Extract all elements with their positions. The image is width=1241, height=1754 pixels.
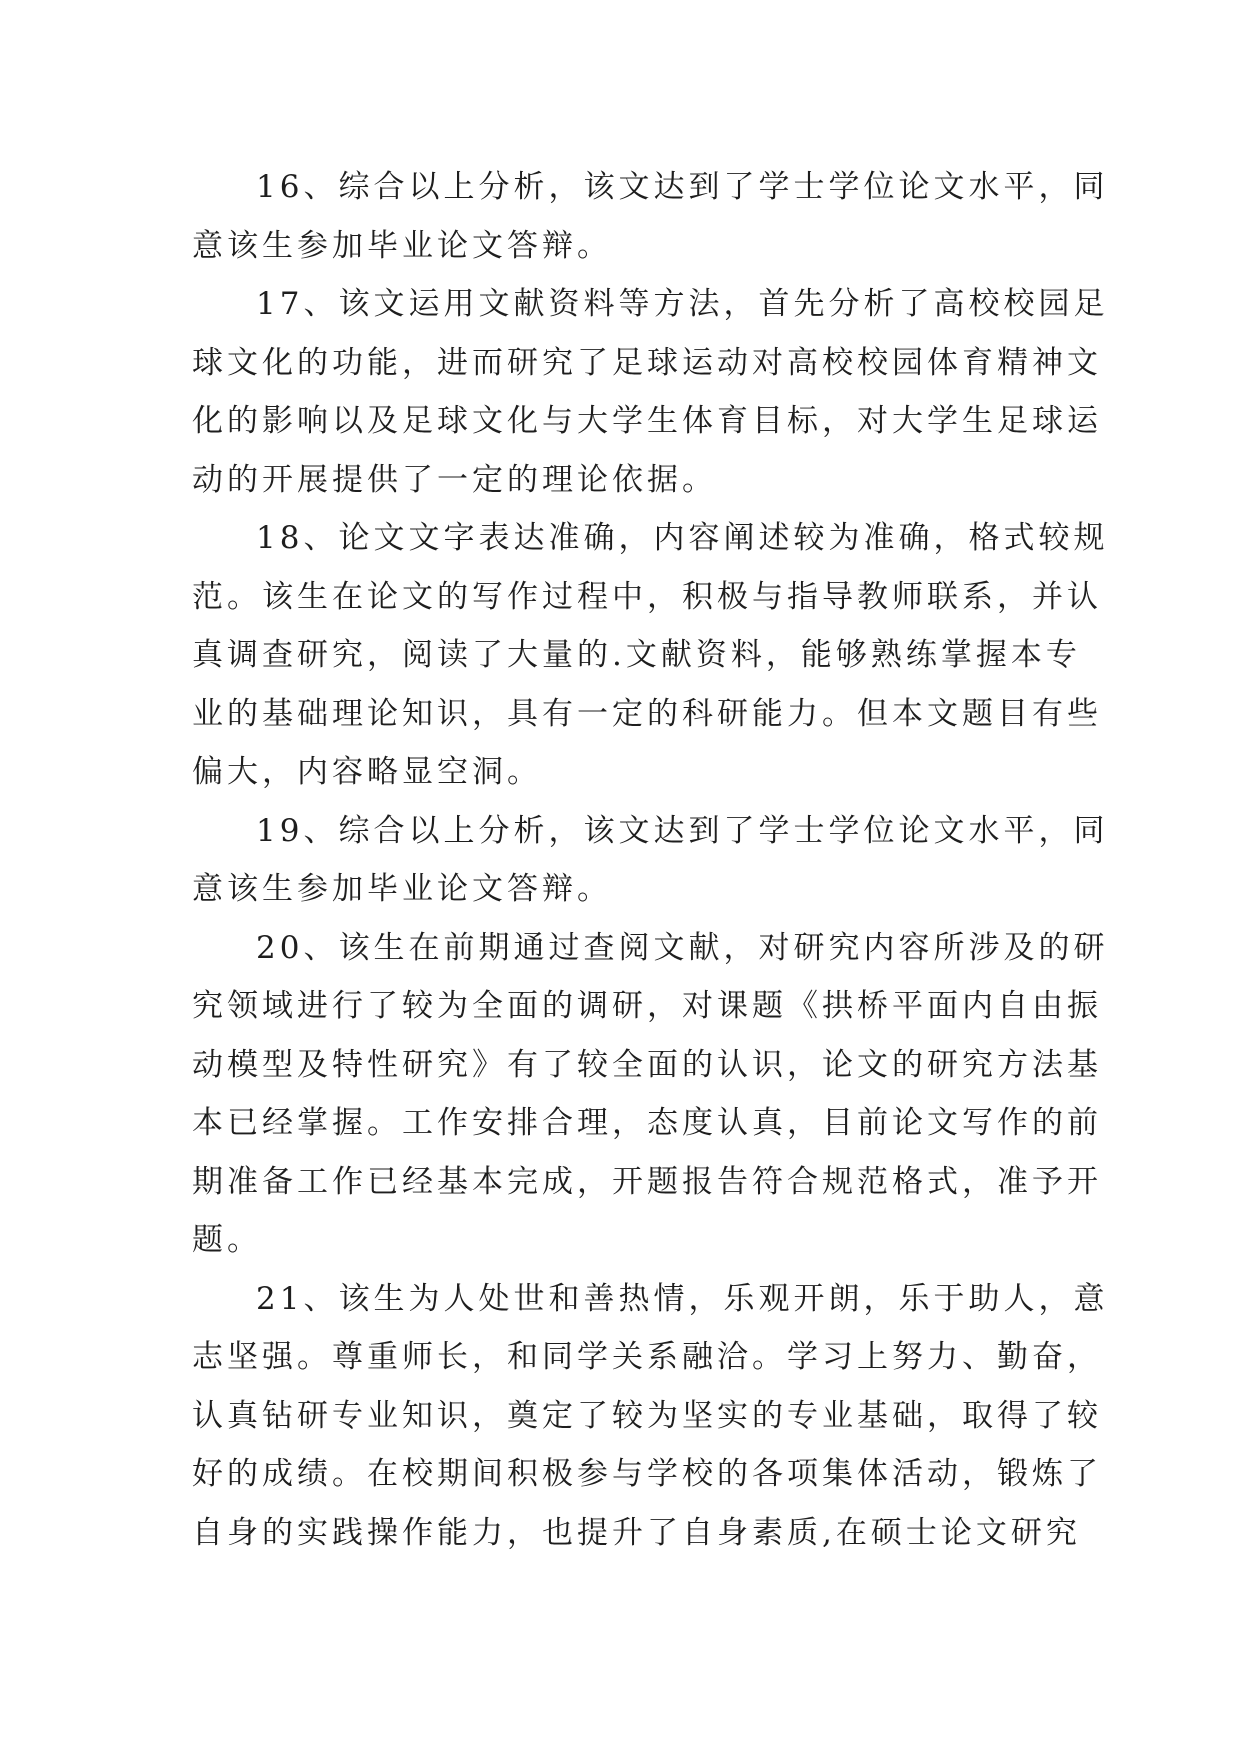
paragraph-line: 志坚强。尊重师长，和同学关系融洽。学习上努力、勤奋，	[192, 1339, 1102, 1375]
paragraph-line: 21、该生为人处世和善热情，乐观开朗，乐于助人，意	[256, 1280, 1109, 1317]
paragraph-20	[192, 919, 1109, 1270]
document-body	[192, 158, 1109, 1562]
paragraph-line: 意该生参加毕业论文答辩。	[192, 227, 612, 264]
paragraph-line: 究领域进行了较为全面的调研，对课题《拱桥平面内自由振	[192, 988, 1102, 1024]
paragraph-line: 本已经掌握。工作安排合理，态度认真，目前论文写作的前	[192, 1105, 1102, 1141]
paragraph-line: 化的影响以及足球文化与大学生体育目标，对大学生足球运	[192, 403, 1102, 439]
paragraph-line: 动的开展提供了一定的理论依据。	[192, 461, 717, 498]
paragraph-line: 偏大，内容略显空洞。	[192, 754, 542, 790]
paragraph-21	[192, 1270, 1109, 1563]
paragraph-line: 期准备工作已经基本完成，开题报告符合规范格式，准予开	[192, 1163, 1102, 1200]
paragraph-line: 16、综合以上分析，该文达到了学士学位论文水平，同	[256, 169, 1109, 205]
paragraph-line: 真调查研究，阅读了大量的.文献资料，能够熟练掌握本专	[192, 637, 1081, 673]
paragraph-line: 业的基础理论知识，具有一定的科研能力。但本文题目有些	[192, 695, 1102, 732]
paragraph-line: 范。该生在论文的写作过程中，积极与指导教师联系，并认	[192, 578, 1102, 615]
paragraph-line: 18、论文文字表达准确，内容阐述较为准确，格式较规	[256, 520, 1109, 556]
paragraph-18	[192, 509, 1109, 802]
paragraph-line: 意该生参加毕业论文答辩。	[192, 871, 612, 907]
paragraph-line: 题。	[192, 1222, 262, 1258]
paragraph-line: 20、该生在前期通过查阅文献，对研究内容所涉及的研	[256, 929, 1109, 966]
paragraph-line: 好的成绩。在校期间积极参与学校的各项集体活动，锻炼了	[192, 1456, 1102, 1492]
paragraph-line: 认真钻研专业知识，奠定了较为坚实的专业基础，取得了较	[192, 1397, 1102, 1434]
paragraph-17	[192, 275, 1109, 509]
paragraph-line: 自身的实践操作能力，也提升了自身素质,在硕士论文研究	[192, 1514, 1081, 1551]
paragraph-16	[192, 158, 1109, 275]
paragraph-line: 球文化的功能，进而研究了足球运动对高校校园体育精神文	[192, 344, 1102, 381]
paragraph-19	[192, 802, 1109, 919]
paragraph-line: 动模型及特性研究》有了较全面的认识，论文的研究方法基	[192, 1046, 1102, 1083]
paragraph-line: 19、综合以上分析，该文达到了学士学位论文水平，同	[256, 812, 1109, 849]
paragraph-line: 17、该文运用文献资料等方法，首先分析了高校校园足	[256, 286, 1109, 322]
